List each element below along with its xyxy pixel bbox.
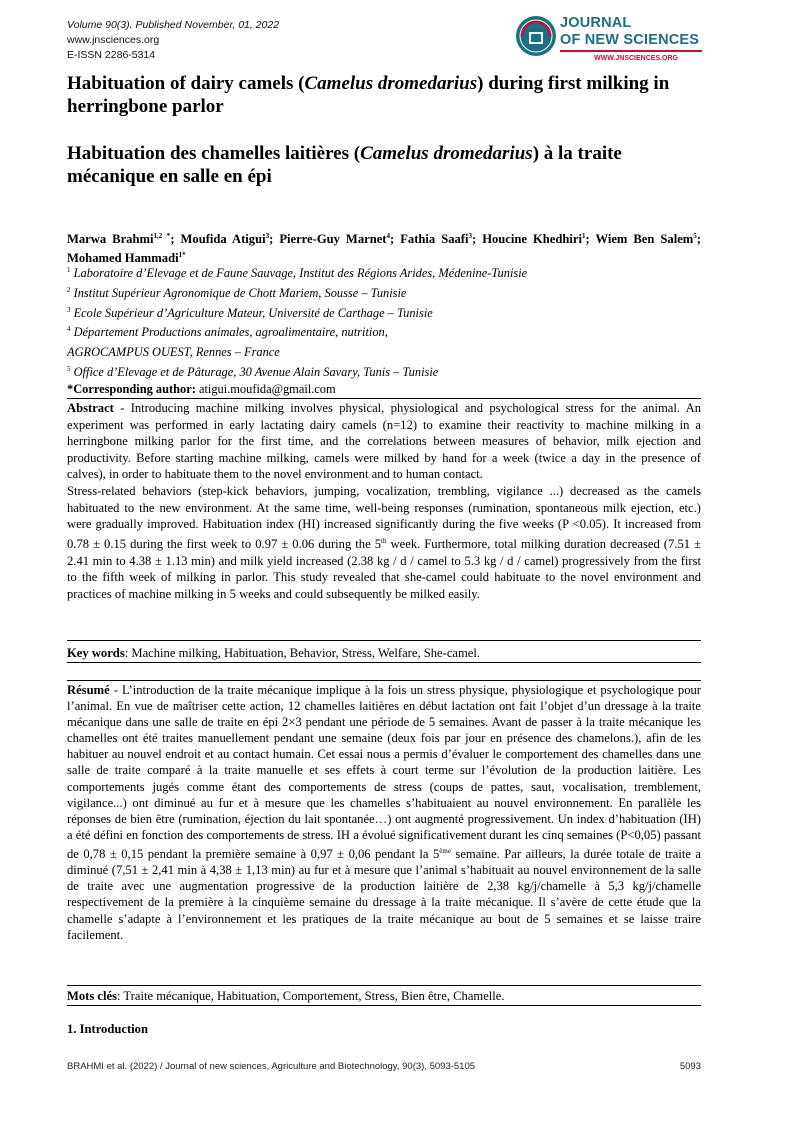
resume: Résumé - L’introduction de la traite mécanique implique à la fois un stress physique, physiologique et psychologique pour l’animal. En vue de maîtriser cette action, 12 chamelles laitières en début lactation ont fait l’objet d’un dressage à la traite mécanique dans une salle de traite en épi 2×3 pendant une période de 5 semaines. Avant de passer à la traite mécanique les chamelles ont été traites manuellement pendant une semaine (deux fois par jour en présence des chamelons.), afin de les habituer au nouvel endroit et au contact humain. Cet essai nous a permis d’évaluer le comportement des chamelles dans une salle de traite comparé à la traite manuelle et ses effets à court terme sur l’évolution de la production laitière. Les comportements jugés comme étant des comportements de stress (coups de pattes, saut, vocalisation, tremblement, vigilance...) ont diminué au fur et à mesure que les chamelles s’habituaient au nouvel environnement. En parallèle les réponses de bien être (rumination, éjection du lait spontanée…) ont augmenté progressivement. Un index d’habituation (IH) a été défini en fonction des comportements de stress. IH a évolué significativement durant les cinq semaines (P<0,05) passant de 0,78 ± 0,15 pendant la première semaine à 0,97 ± 0,06 pendant la 5ème semaine. Par ailleurs, la durée totale de traite a diminué (7,51 ± 2,41 min à 4,38 ± 1,13 min) au fur et à mesure que l’animal s’habituait au nouvel environnement de la salle de traite avec une augmentation progressive de la production laitière de 2,38 kg/j/chamelle à 5,3 kg/j/chamelle respectivement de la première à la cinquième semaine du dressage à la traite mécanique. Il s’avère de cette étude que la chamelle s’adapte à l’environnement et les pratiques de la traite mécanique au bout de 5 semaines et se laisse traire facilement. [67, 683, 701, 942]
corresponding-author: *Corresponding author: atigui.moufida@gmail.com [67, 381, 336, 396]
divider [67, 640, 701, 641]
keywords: Key words: Machine milking, Habituation, Behavior, Stress, Welfare, She-camel. [67, 646, 481, 660]
author-name: Fathia Saafi [400, 232, 469, 247]
divider [67, 662, 701, 663]
footer-citation: BRAHMI et al. (2022) / Journal of new sciences, Agriculture and Biotechnology, 90(3), 5093-5105 [67, 1061, 476, 1072]
affiliation-line: $^3$ Ecole Supérieur d’Agriculture Mateur, Université de Carthage – Tunisie [67, 305, 433, 320]
species-name: Camelus dromedarius [304, 73, 478, 94]
affiliation-line: $^1$ Laboratoire d’Elevage et de Faune Sauvage, Institut des Régions Arides, Médenine-Tunisie [67, 266, 528, 281]
affiliation-line: $^5$ Office d’Elevage et de Pâturage, 30 Avenue Alain Savary, Tunis – Tunisie [67, 365, 439, 380]
page-number: 5093 [679, 1061, 701, 1072]
title-english: Habituation of dairy camels (Camelus dromedarius) during first milking in herringbone parlor [67, 73, 670, 117]
journal-issn: E-ISSN 2286-5314 [67, 49, 156, 61]
mots-cles: Mots clés: Traite mécanique, Habituation, Comportement, Stress, Bien être, Chamelle. [67, 989, 505, 1003]
logo-underline [560, 50, 702, 52]
journal-website[interactable]: www.jnsciences.org [67, 34, 160, 46]
journal-logo-emblem-icon [514, 14, 558, 58]
author-list: Marwa Brahmi$^{1,2 *}$; Moufida Atigui$^3$; Pierre-Guy Marnet$^4$; Fathia Saafi$^3$; Houcine Khedhiri$^1$; Wiem Ben Salem$^5$; Mohamed Hammadi$^{1*}$ [67, 232, 701, 266]
author-affiliation-marker: 3 [265, 232, 270, 240]
author-affiliation-marker: 1,2 * [153, 232, 171, 240]
divider [67, 985, 701, 986]
author-affiliation-marker: 4 [386, 232, 390, 240]
abstract-label: Abstract [67, 401, 114, 415]
author-name: Marwa Brahmi [67, 232, 154, 247]
section-heading: 1. Introduction [67, 1022, 148, 1036]
author-affiliation-marker: 1 [581, 232, 586, 240]
affiliation-line: $^4$ Département Productions animales, agroalimentaire, nutrition, [67, 325, 388, 340]
affiliation-line: AGROCAMPUS OUEST, Rennes – France [67, 345, 280, 360]
author-affiliation-marker: 5 [693, 232, 697, 240]
species-name: Camelus dromedarius [360, 143, 533, 164]
volume-line: Volume 90(3). Published November, 01, 2022 [67, 19, 280, 31]
author-name: Moufida Atigui [180, 232, 266, 247]
author-name: Pierre-Guy Marnet [279, 232, 387, 247]
divider [67, 1005, 701, 1006]
journal-logo-text: JOURNAL OF NEW SCIENCES [560, 15, 700, 48]
journal-logo-url: WWW.JNSCIENCES.ORG [594, 55, 679, 62]
journal-header-meta [67, 18, 279, 63]
resume-label: Résumé [67, 683, 110, 697]
abstract: Abstract - Introducing machine milking involves physical, physiological and psychological stress for the animal. An experiment was performed in early lactating dairy camels (n=12) to examine their reactivity to machine milking in a herringbone milking parlor for the first time, and the correlations between measures of behavior, milk ejection and productivity. Before starting machine milking, camels were milked by hand for a week (twice a day in the presence of calves), in order to habituate them to the novel environment and to human contact. Stress-related behaviors (step-kick behaviors, jumping, vocalization, trembling, vigilance ...) decreased as the camels habituated to the new environment. At the same time, well-being responses (rumination, spontaneous milk ejection, etc.) were gradually improved. Habituation index (HI) increased significantly during the five weeks (P <0.05). It increased from 0.78 ± 0.15 during the first week to 0.97 ± 0.06 during the 5th week. Furthermore, total milking duration decreased (7.51 ± 2.41 min to 4.38 ± 1.13 min) and milk yield increased (2.38 kg / d / camel to 5.3 kg / d / camel) progressively from the first to the fifth week of milking in parlor. This study revealed that she-camel could habituate to the novel environment and practices of machine milking in 5 weeks and could subsequently be milked easily. [67, 401, 701, 601]
author-name: Wiem Ben Salem [595, 232, 694, 247]
journal-logo [514, 12, 704, 66]
affiliations [67, 262, 701, 398]
affiliation-line: $^2$ Institut Supérieur Agronomique de Chott Mariem, Sousse – Tunisie [67, 285, 407, 300]
divider [67, 680, 701, 681]
divider [67, 398, 701, 399]
corresponding-email[interactable]: atigui.moufida@gmail.com [198, 381, 336, 396]
author-name: Mohamed Hammadi [67, 251, 179, 266]
author-affiliation-marker: 3 [468, 232, 472, 240]
author-name: Houcine Khedhiri [482, 232, 582, 247]
title-french: Habituation des chamelles laitières (Camelus dromedarius) à la traite mécanique en salle en épi [67, 143, 622, 187]
author-affiliation-marker: 1* [178, 251, 186, 260]
page-footer [67, 1061, 701, 1072]
